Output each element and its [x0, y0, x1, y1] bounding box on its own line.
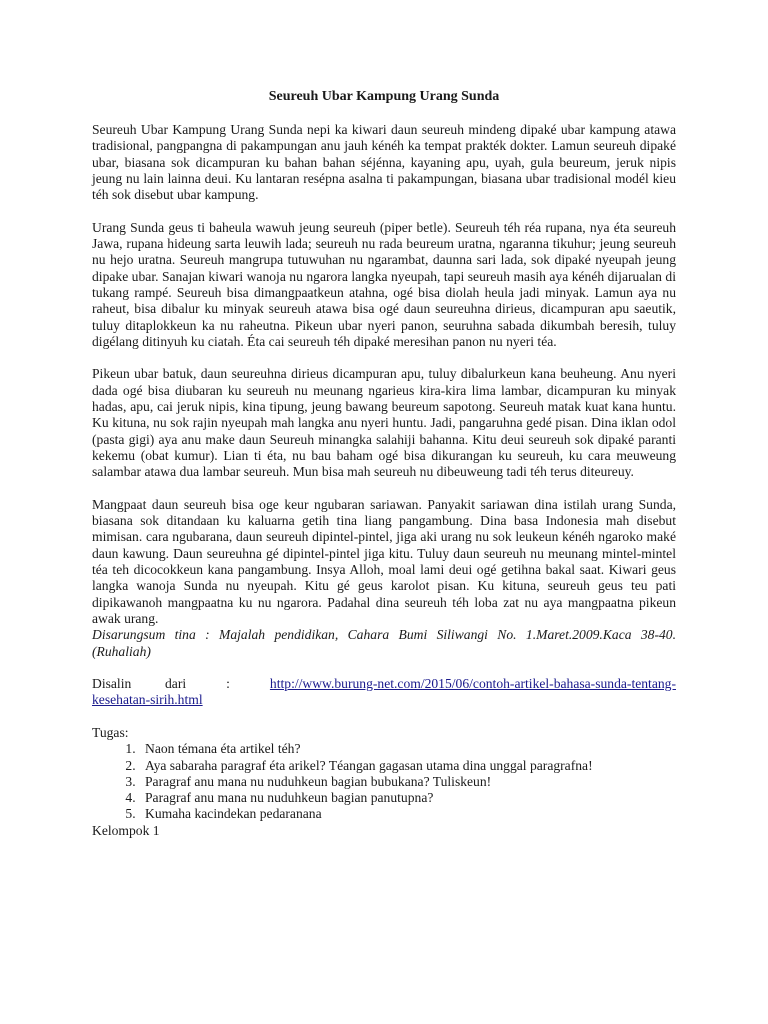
source-citation: Disarungsum tina : Majalah pendidikan, Cahara Bumi Siliwangi No. 1.Maret.2009.Kaca 38-40. (Ruhaliah) [92, 627, 676, 659]
paragraph-1: Seureuh Ubar Kampung Urang Sunda nepi ka kiwari daun seureuh mindeng dipaké ubar kampung atawa tradisional, pangpangna di pakampungan anu jauh kénéh ka tempat prakték dokter. Lamun seureuh dipaké ubar, biasana sok dicampuran ku bahan bahan séjénna, kayaning apu, uyah, gula beureum, jeruk nipis jeung nu lain lainna deui. Ku lantaran resépna asalna ti pakampungan, biasana ubar tradisional modél kieu téh sok disebut ubar kampung. [92, 122, 676, 203]
paragraph-3: Pikeun ubar batuk, daun seureuhna dirieus dicampuran apu, tuluy dibalurkeun kana beuheung. Anu nyeri dada ogé bisa diubaran ku seureuh nu meunang ngarieus kira-kira lima lambar, dicampuran ku minyak hadas, apu, cai jeruk nipis, kina tipung, jeung bawang beureum sapotong. Seureuh matak kuat kana huntu. Ku kituna, nu sok rajin nyeupah mah langka anu nyeri huntu. Jadi, pangaruhna gedé pisan. Dina iklan odol (pasta gigi) aya anu make daun Seureuh minangka salahiji bahanna. Kitu deui seureuh sok dipaké paranti kekemu (obat kumur). Lian ti éta, nu bau baham ogé bisa dikurangan ku seureuh, ku cara meuweung salambar atawa dua lambar seureuh. Mun bisa mah seureuh nu dibeuweung tadi téh terus diteureuy. [92, 366, 676, 480]
source-link[interactable]: http://www.burung-net.com/2015/06/contoh-artikel-bahasa-sunda-tentang-kesehatan-sirih.html [92, 676, 676, 708]
tasks-heading: Tugas: [92, 724, 129, 740]
paragraph-4: Mangpaat daun seureuh bisa oge keur ngubaran sariawan. Panyakit sariawan dina istilah urang Sunda, biasana sok ditandaan ku kaluarna getih tina liang pangambung. Dina basa Indonesia mah disebut mimisan. cara ngubarana, daun seureuh dipintel-pintel, jiga aki urang nu sok leukeun kénéh ngaroko maké daun kawung. Daun seureuhna gé dipintel-pintel jiga kitu. Tuluy daun seureuh nu meunang mintel-mintel téa teh dicocokkeun kana pangambung. Insya Alloh, moal lami deui ogé getihna bakal saat. Kiwari geus langka wanoja Sunda nu nyeupah. Kitu gé geus karolot pisan. Ku kituna, seureuh geus teu pati dipikawanoh mangpaatna ku nu ngarora. Padahal dina seureuh téh loba zat nu aya mangpaatna pikeun awak urang. [92, 496, 676, 626]
copied-from-colon: : [226, 676, 230, 692]
paragraph-2: Urang Sunda geus ti baheula wawuh jeung seureuh (piper betle). Seureuh téh réa rupana, nya éta seureuh Jawa, rupana hideung sarta leuwih lada; seureuh nu rada beureum uratna, ngaranna tikuhur; jeung seureuh nu hejo uratna. Seureuh mangrupa tutuwuhan nu ngarambat, daunna sari lada, sok dipaké nyeupah jeung dipake ubar. Sanajan kiwari wanoja nu ngarora langka nyeupah, tapi seureuh masih aya kénéh dijarualan di tukang rampé. Seureuh bisa dimangpaatkeun atahna, ogé bisa diolah heula jadi minyak. Lamun aya nu raheut, bisa dibalur ku minyak seureuh atawa bisa ogé daun seureuhna dirieus, dicampuran apu saeutik, tuluy ditaplokkeun ka nu raheutna. Pikeun ubar nyeri panon, seuruhna sabada dikumbah beresih, tuluy digélang ditinyuh ku ciatah. Éta cai seureuh téh dipaké meresihan panon nu nyeri téa. [92, 219, 676, 349]
copied-from-label: Disalin dari [92, 676, 187, 692]
copied-from [92, 676, 676, 709]
document-body [92, 88, 676, 839]
task-item: 4. Paragraf anu mana nu nuduhkeun bagian panutupna? [139, 790, 676, 806]
article-title: Seureuh Ubar Kampung Urang Sunda [268, 89, 500, 104]
task-item: 1. Naon témana éta artikel téh? [139, 741, 676, 757]
task-item: 3. Paragraf anu mana nu nuduhkeun bagian bubukana? Tuliskeun! [139, 774, 676, 790]
group-label: Kelompok 1 [92, 822, 160, 838]
tasks-list [92, 741, 676, 822]
task-item: 2. Aya sabaraha paragraf éta arikel? Téangan gagasan utama dina unggal paragrafna! [139, 758, 676, 774]
task-item: 5. Kumaha kacindekan pedaranana [139, 806, 676, 822]
